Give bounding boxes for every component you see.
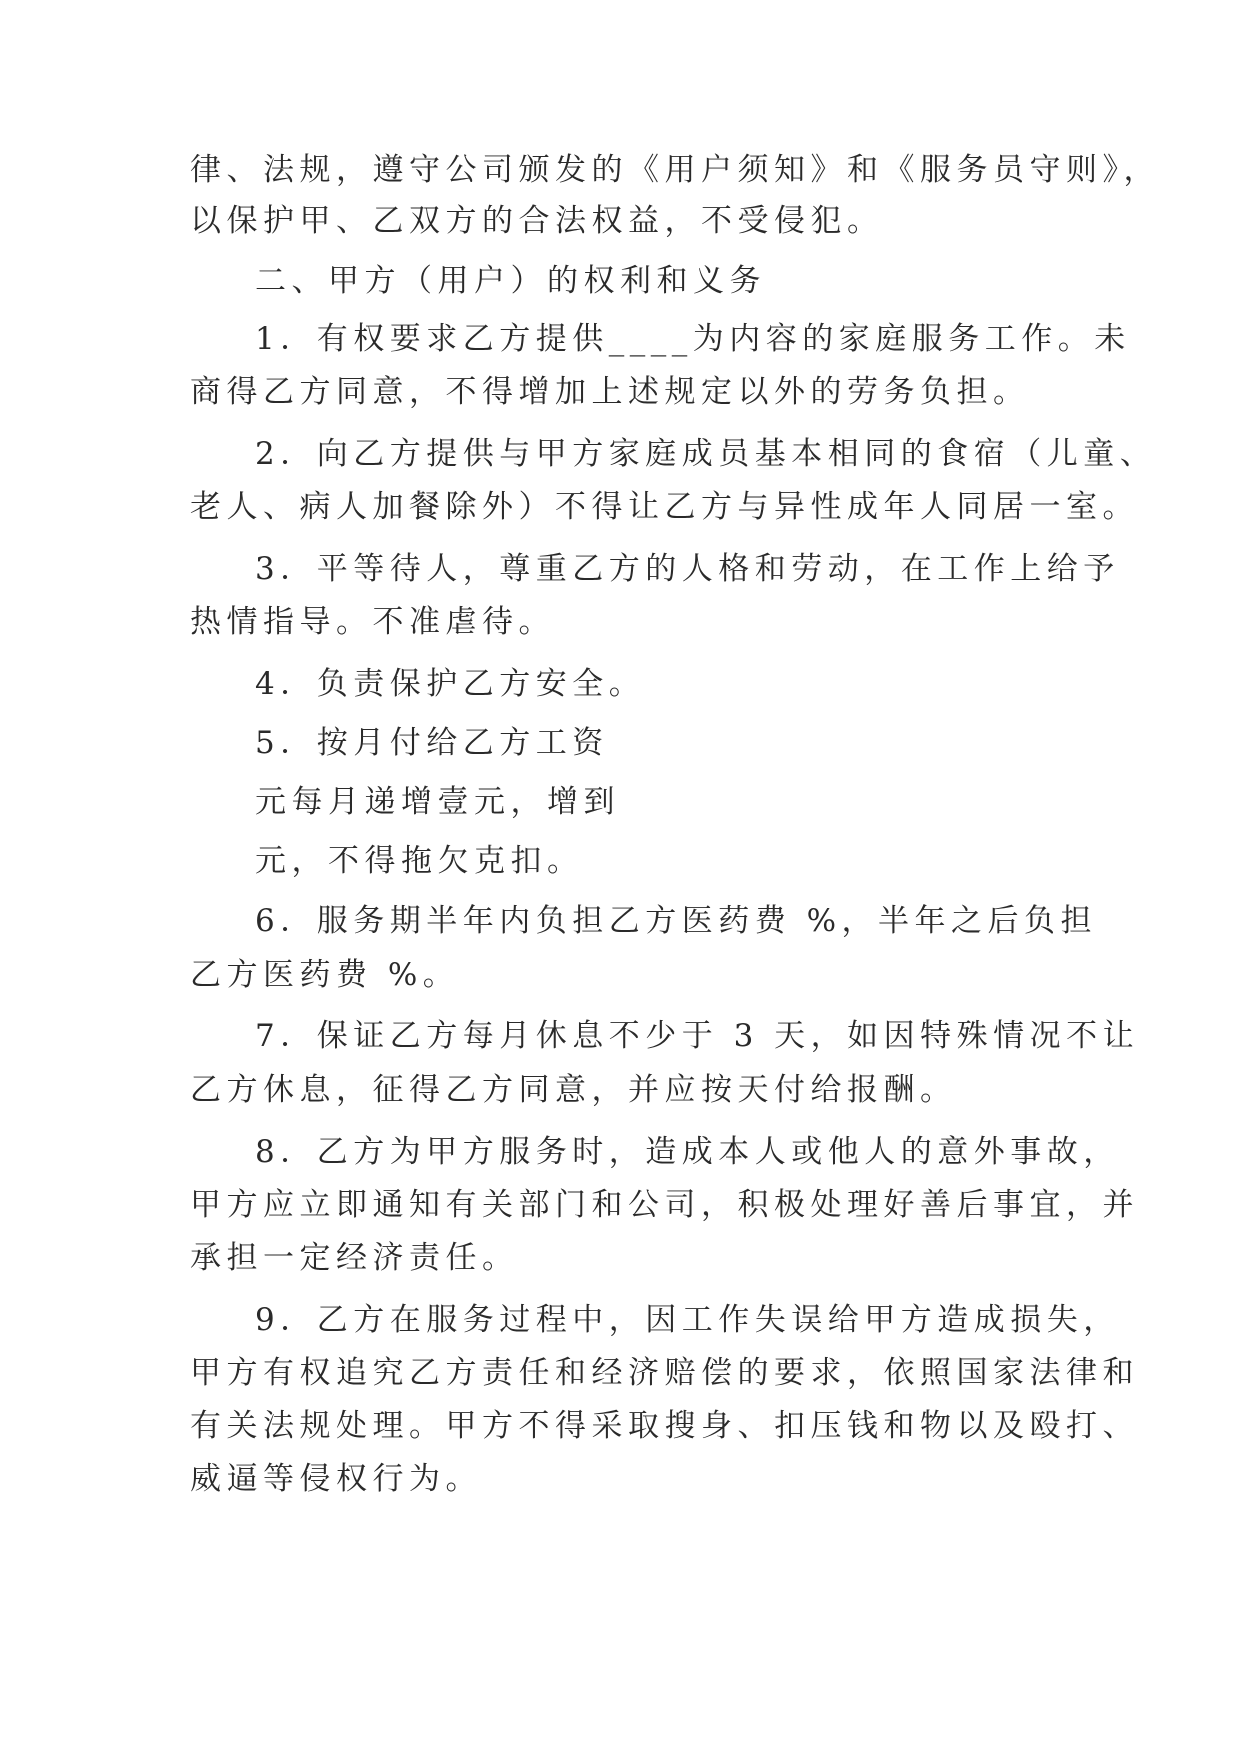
paragraph-line: 有关法规处理。甲方不得采取搜身、扣压钱和物以及殴打、 — [190, 1408, 1139, 1444]
paragraph-line: 威逼等侵权行为。 — [190, 1461, 482, 1497]
paragraph-line: 老人、病人加餐除外）不得让乙方与异性成年人同居一室。 — [190, 489, 1139, 525]
paragraph-line: 8．乙方为甲方服务时，造成本人或他人的意外事故， — [255, 1134, 1120, 1170]
paragraph-line: 2．向乙方提供与甲方家庭成员基本相同的食宿（儿童、 — [255, 436, 1157, 472]
section-heading: 二、甲方（用户）的权利和义务 — [255, 263, 766, 299]
paragraph-line: 商得乙方同意，不得增加上述规定以外的劳务负担。 — [190, 374, 1030, 410]
paragraph-line: 7．保证乙方每月休息不少于 3 天，如因特殊情况不让 — [255, 1018, 1140, 1054]
paragraph-line: 3．平等待人，尊重乙方的人格和劳动，在工作上给予 — [255, 551, 1120, 587]
paragraph-line: 1．有权要求乙方提供____为内容的家庭服务工作。未 — [255, 321, 1131, 357]
paragraph-line: 乙方休息，征得乙方同意，并应按天付给报酬。 — [190, 1072, 957, 1108]
paragraph-line: 元每月递增壹元，增到 — [255, 784, 620, 820]
paragraph-line: 5．按月付给乙方工资 — [255, 725, 609, 761]
paragraph-line: 甲方应立即通知有关部门和公司，积极处理好善后事宜，并 — [190, 1187, 1139, 1223]
paragraph-line: 甲方有权追究乙方责任和经济赔偿的要求，依照国家法律和 — [190, 1355, 1139, 1391]
paragraph-line: 4．负责保护乙方安全。 — [255, 666, 646, 702]
paragraph-line: 以保护甲、乙双方的合法权益，不受侵犯。 — [190, 203, 884, 239]
paragraph-line: 乙方医药费 %。 — [190, 957, 460, 993]
paragraph-line: 律、法规，遵守公司颁发的《用户须知》和《服务员守则》， — [190, 152, 1160, 188]
paragraph-line: 热情指导。不准虐待。 — [190, 604, 555, 640]
paragraph-line: 9．乙方在服务过程中，因工作失误给甲方造成损失， — [255, 1302, 1120, 1338]
paragraph-line: 承担一定经济责任。 — [190, 1240, 519, 1276]
paragraph-line: 元，不得拖欠克扣。 — [255, 843, 584, 879]
paragraph-line: 6．服务期半年内负担乙方医药费 %，半年之后负担 — [255, 903, 1098, 939]
